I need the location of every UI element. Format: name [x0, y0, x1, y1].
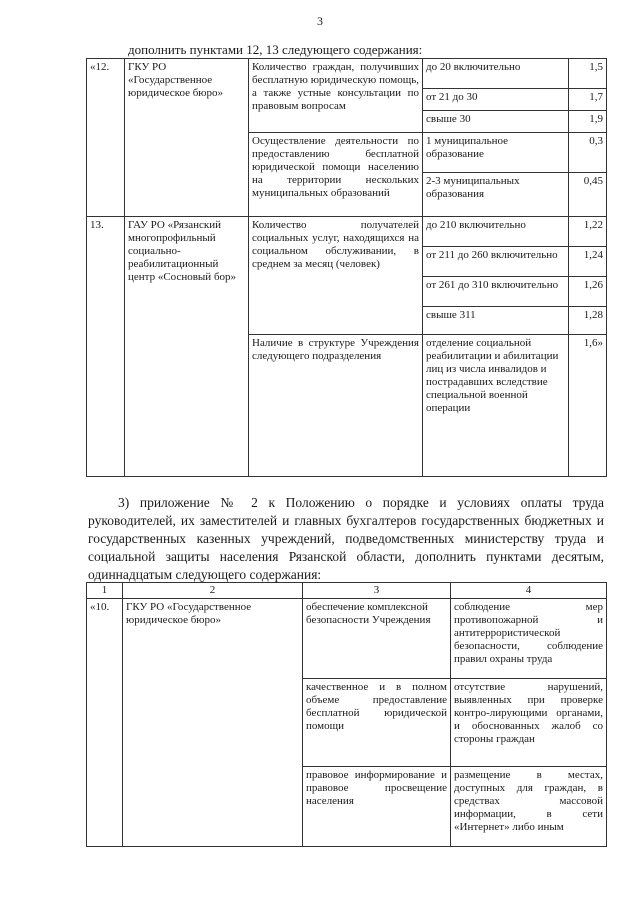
range: от 261 до 310 включительно — [423, 277, 569, 307]
column-header: 2 — [123, 583, 303, 599]
range: свыше 30 — [423, 111, 569, 133]
range: до 210 включительно — [423, 217, 569, 247]
condition: отсутствие нарушений, выявленных при проверке контро-лирующими органами, и обоснованных жалоб со стороны граждан — [451, 679, 607, 767]
coefficient: 0,3 — [569, 133, 607, 173]
indicator: Осуществление деятельности по предоставлению бесплатной юридической помощи населению на территории нескольких муниципальных образований — [249, 133, 423, 217]
range: от 21 до 30 — [423, 89, 569, 111]
organization-name: ГКУ РО «Государственное юридическое бюро» — [125, 59, 249, 217]
page-number: 3 — [317, 14, 323, 28]
row-number: «10. — [87, 599, 123, 847]
criterion: обеспечение комплексной безопасности Учреждения — [303, 599, 451, 679]
coefficient: 0,45 — [569, 173, 607, 217]
range: 2-3 муниципальных образования — [423, 173, 569, 217]
range: от 211 до 260 включительно — [423, 247, 569, 277]
column-header: 4 — [451, 583, 607, 599]
condition: соблюдение мер противопожарной и антитеррористической безопасности, соблюдение правил охраны труда — [451, 599, 607, 679]
column-header: 3 — [303, 583, 451, 599]
coefficient: 1,26 — [569, 277, 607, 307]
range: отделение социальной реабилитации и абилитации лиц из числа инвалидов и пострадавших вследствие специальной военной операции — [423, 335, 569, 477]
coefficient: 1,24 — [569, 247, 607, 277]
criteria-table — [86, 582, 607, 847]
coefficients-table — [86, 58, 607, 477]
row-number: 13. — [87, 217, 125, 477]
range: свыше 311 — [423, 307, 569, 335]
column-header: 1 — [87, 583, 123, 599]
coefficient: 1,22 — [569, 217, 607, 247]
condition: размещение в местах, доступных для граждан, в средствах массовой информации, в сети «Интернет» либо иным — [451, 767, 607, 847]
range: до 20 включительно — [423, 59, 569, 89]
intro-text: дополнить пунктами 12, 13 следующего содержания: — [128, 42, 423, 57]
range: 1 муниципальное образование — [423, 133, 569, 173]
coefficient: 1,7 — [569, 89, 607, 111]
criterion: качественное и в полном объеме предоставление бесплатной юридической помощи — [303, 679, 451, 767]
organization-name: ГАУ РО «Рязанский многопрофильный социально-реабилитационный центр «Сосновый бор» — [125, 217, 249, 477]
row-number: «12. — [87, 59, 125, 217]
indicator: Количество получателей социальных услуг, находящихся на социальном обслуживании, в среднем за месяц (человек) — [249, 217, 423, 335]
body-paragraph: 3) приложение № 2 к Положению о порядке и условиях оплаты труда руководителей, их заместителей и главных бухгалтеров государственных бюджетных и государственных казенных учреждений, подведомственных министерству труда и социальной защиты населения Рязанской области, дополнить пунктами десятым, одиннадцатым следующего содержания: — [88, 495, 604, 582]
indicator: Наличие в структуре Учреждения следующего подразделения — [249, 335, 423, 477]
criterion: правовое информирование и правовое просвещение населения — [303, 767, 451, 847]
coefficient: 1,6» — [569, 335, 607, 477]
indicator: Количество граждан, получивших бесплатную юридическую помощь, а также устные консультации по правовым вопросам — [249, 59, 423, 133]
coefficient: 1,5 — [569, 59, 607, 89]
coefficient: 1,9 — [569, 111, 607, 133]
coefficient: 1,28 — [569, 307, 607, 335]
organization-name: ГКУ РО «Государственное юридическое бюро» — [123, 599, 303, 847]
